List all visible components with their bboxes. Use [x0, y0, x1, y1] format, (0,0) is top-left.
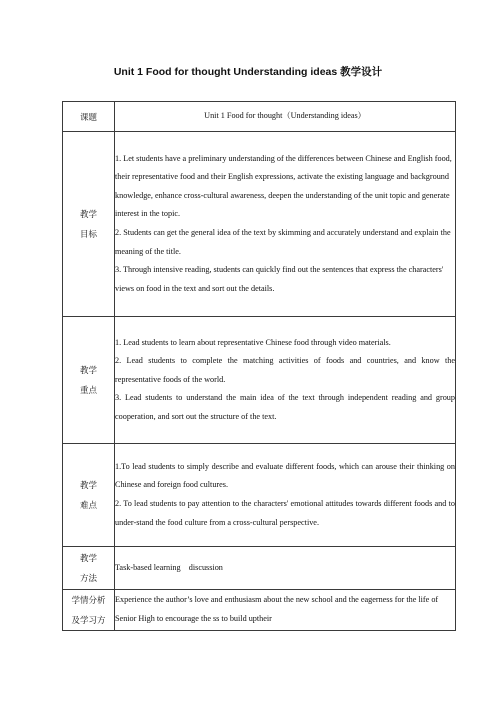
label-analysis — [63, 590, 115, 631]
topic-value: Unit 1 Food for thought（Understanding ideas） — [115, 102, 456, 132]
objective-item: 2. Students can get the general idea of the text by skimming and accurately understand and explain the meaning of the title. — [115, 228, 451, 256]
row-key-points — [63, 317, 456, 444]
label-methods-line2: 方法 — [79, 573, 97, 583]
label-objectives-line2: 目标 — [79, 229, 97, 239]
label-difficulties-line1: 教学 — [79, 480, 97, 490]
difficulty-item: 1.To lead students to simply describe and evaluate different foods, which can arouse their thinking on Chinese and foreign food cultures. — [115, 461, 455, 490]
label-methods — [63, 547, 115, 590]
lesson-plan-table — [62, 101, 456, 631]
key-point-item: 1. Lead students to learn about representative Chinese food through video materials. — [115, 337, 391, 347]
objectives-content — [115, 132, 456, 317]
row-analysis — [63, 590, 456, 631]
key-points-content — [115, 317, 456, 444]
label-difficulties — [63, 444, 115, 547]
label-key-points — [63, 317, 115, 444]
row-objectives — [63, 132, 456, 317]
label-analysis-line1: 学情分析 — [71, 595, 106, 605]
objective-item: 3. Through intensive reading, students can quickly find out the sentences that express the characters' views on food in the text and sort out the details. — [115, 265, 444, 293]
key-point-item: 3. Lead students to understand the main idea of the text through independent reading and group cooperation, and sort out the structure of the text. — [115, 393, 455, 421]
row-methods — [63, 547, 456, 590]
row-difficulties — [63, 444, 456, 547]
document-title: Unit 1 Food for thought Understanding ideas 教学设计 — [113, 66, 383, 78]
label-topic: 课题 — [63, 102, 115, 132]
label-difficulties-line2: 难点 — [79, 500, 97, 510]
difficulties-content — [115, 444, 456, 547]
analysis-value: Experience the author’s love and enthusiasm about the new school and the eagerness for the life of Senior High to encourage the ss to build uptheir — [115, 590, 456, 631]
label-analysis-line2: 及学习方 — [71, 615, 106, 625]
label-key-points-line1: 教学 — [79, 365, 97, 375]
key-point-item: 2. Lead students to complete the matching activities of foods and countries, and know the representative foods of the world. — [115, 356, 455, 384]
label-objectives-line1: 教学 — [79, 209, 97, 219]
label-objectives — [63, 132, 115, 317]
label-key-points-line2: 重点 — [79, 385, 97, 395]
label-methods-line1: 教学 — [79, 553, 97, 563]
difficulty-item: 2. To lead students to pay attention to the characters' emotional attitudes towards different foods and to under-stand the food culture from a cross-cultural perspective. — [115, 499, 455, 527]
row-topic — [63, 102, 456, 132]
methods-value: Task-based learning discussion — [115, 547, 456, 590]
objective-item: 1. Let students have a preliminary understanding of the differences between Chinese and English food, their representative food and their English expressions, activate the existing language and background knowledge, enhance cross-cultural awareness, deepen the understanding of the unit topic and generate interest in the topic. — [115, 153, 452, 219]
